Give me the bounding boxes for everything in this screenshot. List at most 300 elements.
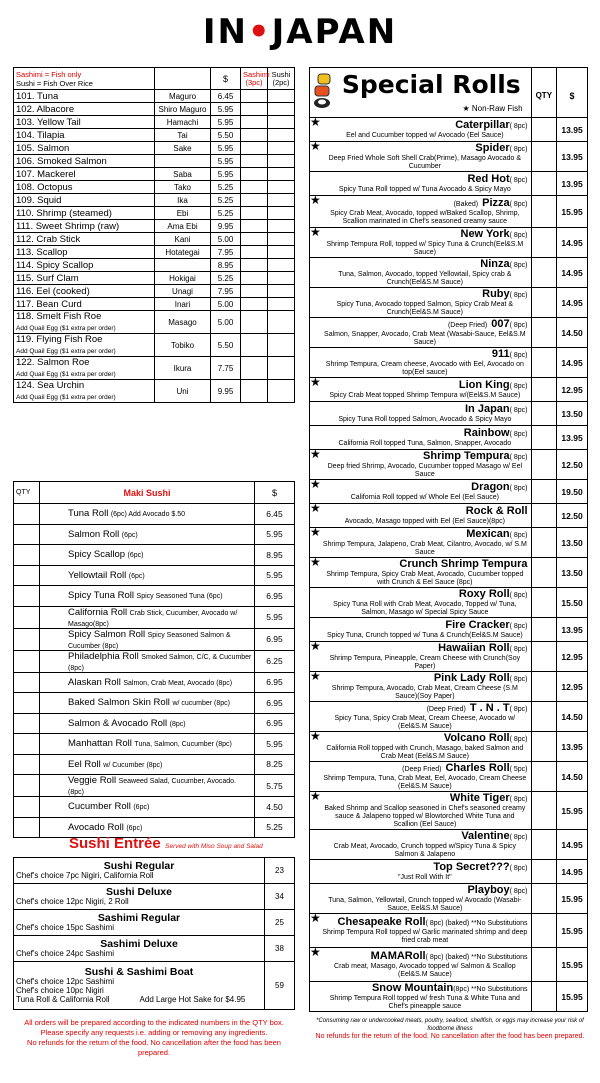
special-roll-tag: ( 8pc) xyxy=(509,201,528,208)
special-roll-item xyxy=(320,982,531,1012)
special-roll-tag: ( 8pc) xyxy=(509,322,528,329)
roll-qty-box[interactable] xyxy=(531,558,557,588)
sashimi-qty-box[interactable] xyxy=(241,90,268,103)
maki-row xyxy=(14,797,295,818)
entree-item-name: Sushi Regular xyxy=(103,859,175,872)
sushi-item-japanese xyxy=(155,259,211,272)
special-roll-title-line xyxy=(322,505,527,518)
entree-header xyxy=(13,832,350,856)
sushi-item-note: Add Quail Egg ($1 extra per order) xyxy=(16,348,116,355)
roll-qty-box[interactable] xyxy=(531,528,557,558)
special-roll-item xyxy=(320,172,531,196)
special-roll-desc: Eel and Cucumber topped w/ Avocado (Eel Sauce) xyxy=(346,132,504,139)
sashimi-qty-box[interactable] xyxy=(241,233,268,246)
maki-qty-box[interactable] xyxy=(14,797,40,818)
sushi-item-name xyxy=(14,298,155,311)
roll-qty-box[interactable] xyxy=(531,860,557,884)
sushi-qty-box[interactable] xyxy=(268,155,295,168)
sushi-item-name xyxy=(14,90,155,103)
entree-item xyxy=(14,962,265,1010)
roll-qty-box[interactable] xyxy=(531,830,557,860)
special-roll-tag: ( 8pc) xyxy=(509,177,528,184)
sushi-col-price: $ xyxy=(211,68,241,90)
special-rolls-table xyxy=(309,67,588,1012)
special-roll-price: 14.50 xyxy=(557,702,588,732)
sushi-qty-box[interactable] xyxy=(268,181,295,194)
maki-item-price: 8.95 xyxy=(255,545,295,566)
maki-row xyxy=(14,524,295,545)
special-roll-tag: ( 8pc) xyxy=(509,532,528,539)
special-roll-item xyxy=(320,860,531,884)
maki-item-desc: w/ Cucumber (8pc) xyxy=(103,761,163,769)
sushi-row xyxy=(14,90,295,103)
maki-item-desc: Tuna, Salmon, Cucumber (8pc) xyxy=(134,741,232,749)
star-icon: ★ xyxy=(310,914,321,948)
maki-qty-box[interactable] xyxy=(14,754,40,775)
sashimi-qty-box[interactable] xyxy=(241,220,268,233)
entree-item xyxy=(14,936,265,962)
special-roll-name: New York xyxy=(460,228,510,240)
maki-item-price: 6.95 xyxy=(255,693,295,714)
roll-qty-box[interactable] xyxy=(531,258,557,288)
special-roll-name: Mexican xyxy=(466,528,510,540)
star-icon: ★ xyxy=(310,480,321,504)
sushi-qty-box[interactable] xyxy=(268,285,295,298)
special-roll-price: 15.95 xyxy=(557,914,588,948)
maki-qty-box[interactable] xyxy=(14,504,40,525)
roll-qty-box[interactable] xyxy=(531,762,557,792)
sushi-item-label: 113. Scallop xyxy=(16,246,68,258)
maki-qty-box[interactable] xyxy=(14,524,40,545)
special-roll-title-line xyxy=(322,450,527,463)
special-roll-price: 13.95 xyxy=(557,142,588,172)
entree-item-price: 23 xyxy=(265,858,295,884)
maki-item xyxy=(40,628,255,650)
special-roll-row xyxy=(310,732,588,762)
special-roll-prefix: (Baked) xyxy=(453,201,479,208)
maki-row xyxy=(14,650,295,672)
entree-row xyxy=(14,936,295,962)
sashimi-qty-box[interactable] xyxy=(241,298,268,311)
special-roll-item xyxy=(320,762,531,792)
sashimi-sushi-table xyxy=(13,67,295,403)
entree-subtitle: Served with Miso Soup and Salad xyxy=(165,843,263,850)
special-roll-desc: Tuna, Salmon, Yellowtail, Crunch topped w/ Avocado (Wasabi-Sauce, Eel&S.M Sauce) xyxy=(328,897,522,912)
star-icon: ★ xyxy=(310,196,321,228)
no-star xyxy=(310,588,321,618)
maki-item-name: Spicy Tuna Roll xyxy=(68,590,135,602)
special-roll-desc: Shrimp Tempura, Avocado, Crab Meat, Cream Cheese (S.M Sauce)(Soy Paper) xyxy=(331,685,518,700)
roll-qty-box[interactable] xyxy=(531,480,557,504)
sushi-qty-box[interactable] xyxy=(268,116,295,129)
sushi-item-label: 111. Sweet Shrimp (raw) xyxy=(16,220,120,232)
rolls-qty-header: QTY xyxy=(531,68,557,118)
sushi-qty-box[interactable] xyxy=(268,311,295,334)
special-roll-name: Rock & Roll xyxy=(465,505,528,517)
sushi-item-name xyxy=(14,380,155,403)
special-roll-price: 14.95 xyxy=(557,860,588,884)
roll-qty-box[interactable] xyxy=(531,792,557,830)
roll-qty-box[interactable] xyxy=(531,142,557,172)
special-roll-title-line xyxy=(322,348,527,361)
maki-item-name: Avocado Roll xyxy=(68,821,124,833)
maki-item-desc: (8pc) xyxy=(169,720,186,728)
roll-qty-box[interactable] xyxy=(531,426,557,450)
special-roll-row xyxy=(310,762,588,792)
sushi-item-price: 5.00 xyxy=(211,233,241,246)
sushi-item-label: 109. Squid xyxy=(16,194,62,206)
maki-row xyxy=(14,565,295,586)
sushi-item-price: 5.95 xyxy=(211,155,241,168)
sashimi-qty-box[interactable] xyxy=(241,116,268,129)
special-roll-desc: Shrimp Tempura, Spicy Crab Meat, Avocado, Cucumber topped with Crunch & Eel Sauce (8pc) xyxy=(326,571,524,586)
sushi-row xyxy=(14,233,295,246)
sushi-item-price: 5.25 xyxy=(211,181,241,194)
sushi-item-price: 5.25 xyxy=(211,272,241,285)
special-roll-row xyxy=(310,142,588,172)
special-roll-row xyxy=(310,672,588,702)
roll-qty-box[interactable] xyxy=(531,982,557,1012)
maki-item xyxy=(40,754,255,775)
roll-qty-box[interactable] xyxy=(531,948,557,982)
no-star xyxy=(310,830,321,860)
maki-qty-box[interactable] xyxy=(14,672,40,693)
sashimi-qty-box[interactable] xyxy=(241,259,268,272)
special-roll-row xyxy=(310,318,588,348)
maki-item xyxy=(40,586,255,607)
special-roll-name: MAMARoll xyxy=(370,950,426,962)
roll-qty-box[interactable] xyxy=(531,732,557,762)
special-roll-row xyxy=(310,860,588,884)
maki-row xyxy=(14,775,295,797)
sushi-item-japanese: Ikura xyxy=(155,357,211,380)
special-roll-row xyxy=(310,402,588,426)
sushi-qty-box[interactable] xyxy=(268,129,295,142)
special-roll-desc: Crab meat, Masago, Avocado topped w/ Salmon & Scallop (Eel&S.M Sauce) xyxy=(334,963,516,978)
roll-qty-box[interactable] xyxy=(531,702,557,732)
roll-qty-box[interactable] xyxy=(531,642,557,672)
order-note-qty: All orders will be prepared according to the indicated numbers in the QTY box. xyxy=(24,1018,284,1027)
sushi-item-label: 119. Flying Fish Roe xyxy=(16,334,103,345)
roll-qty-box[interactable] xyxy=(531,196,557,228)
sushi-item-name xyxy=(14,334,155,357)
sushi-row xyxy=(14,142,295,155)
special-roll-item xyxy=(320,318,531,348)
maki-qty-box[interactable] xyxy=(14,586,40,607)
sushi-item-japanese: Tobiko xyxy=(155,334,211,357)
sushi-item-note: Add Quail Egg ($1 extra per order) xyxy=(16,325,116,332)
maki-item-desc: w/ cucumber (8pc) xyxy=(172,700,231,708)
special-roll-title-line xyxy=(322,982,527,995)
maki-qty-box[interactable] xyxy=(14,650,40,672)
maki-qty-box[interactable] xyxy=(14,713,40,734)
maki-qty-box[interactable] xyxy=(14,545,40,566)
sushi-item-note: Add Quail Egg ($1 extra per order) xyxy=(16,371,116,378)
sushi-item-label: 106. Smoked Salmon xyxy=(16,155,107,167)
special-roll-name: Lion King xyxy=(458,379,510,391)
special-rolls-subtitle: Non-Raw Fish xyxy=(471,104,523,113)
sushi-row xyxy=(14,129,295,142)
sashimi-pc: (3pc) xyxy=(245,77,263,87)
roll-qty-box[interactable] xyxy=(531,450,557,480)
special-roll-title-line xyxy=(322,642,527,655)
special-roll-name: Hawaiian Roll xyxy=(438,642,510,654)
maki-item-desc: (6pc) xyxy=(126,824,143,832)
logo-text-in: IN xyxy=(202,12,248,52)
special-roll-name: Pink Lady Roll xyxy=(433,672,510,684)
sushi-row xyxy=(14,334,295,357)
sushi-qty-box[interactable] xyxy=(268,357,295,380)
maki-qty-box[interactable] xyxy=(14,775,40,797)
sushi-item-japanese: Maguro xyxy=(155,90,211,103)
sashimi-qty-box[interactable] xyxy=(241,181,268,194)
maki-item-name: Manhattan Roll xyxy=(68,738,132,750)
sushi-item-price: 5.25 xyxy=(211,207,241,220)
maki-qty-box[interactable] xyxy=(14,606,40,628)
roll-qty-box[interactable] xyxy=(531,504,557,528)
entree-item xyxy=(14,910,265,936)
special-roll-item xyxy=(320,642,531,672)
sushi-qty-box[interactable] xyxy=(268,272,295,285)
special-roll-row xyxy=(310,196,588,228)
sushi-row xyxy=(14,220,295,233)
sushi-label: Sushi xyxy=(271,69,291,79)
entree-table xyxy=(13,857,295,1010)
star-icon: ★ xyxy=(310,528,321,558)
special-roll-desc: Spicy Tuna Roll with Crab Meat, Avocado, Topped w/ Tuna, Salmon, Masago w/ Special Spicy Sauce xyxy=(333,601,517,616)
maki-item-desc: (6pc) xyxy=(127,552,144,560)
sashimi-qty-box[interactable] xyxy=(241,142,268,155)
sushi-item-japanese: Masago xyxy=(155,311,211,334)
special-roll-row xyxy=(310,172,588,196)
sushi-qty-box[interactable] xyxy=(268,194,295,207)
sushi-item-name xyxy=(14,233,155,246)
special-roll-name: Volcano Roll xyxy=(443,732,510,744)
special-roll-desc: Avocado, Masago topped with Eel (Eel Sauce)(8pc) xyxy=(344,518,505,525)
maki-qty-box[interactable] xyxy=(14,628,40,650)
sushi-item-name xyxy=(14,272,155,285)
sushi-item-label: 107. Mackerel xyxy=(16,168,76,180)
maki-item xyxy=(40,797,255,818)
special-roll-item xyxy=(320,258,531,288)
special-roll-item xyxy=(320,504,531,528)
special-roll-row xyxy=(310,618,588,642)
special-roll-price: 14.95 xyxy=(557,830,588,860)
maki-item-desc: Spicy Seasoned Tuna (6pc) xyxy=(136,593,223,601)
sashimi-qty-box[interactable] xyxy=(241,168,268,181)
sushi-qty-box[interactable] xyxy=(268,380,295,403)
special-roll-title-line xyxy=(322,861,527,874)
sushi-item-price: 5.00 xyxy=(211,298,241,311)
special-roll-desc: Tuna, Salmon, Avocado, topped Yellowtail, Spicy crab & Crunch(Eel&S.M Sauce) xyxy=(338,271,512,286)
special-roll-desc: Spicy Crab Meat, Avocado, topped w/Baked Scallop, Shrimp, Scallion marinated in Chef's seasoned creamy sauce xyxy=(330,210,520,225)
maki-row xyxy=(14,754,295,775)
special-roll-item xyxy=(320,402,531,426)
sushi-qty-box[interactable] xyxy=(268,246,295,259)
sushi-qty-box[interactable] xyxy=(268,259,295,272)
sushi-item-price: 6.45 xyxy=(211,90,241,103)
special-roll-desc: Shrimp Tempura, Pineapple, Cream Cheese with Crunch(Soy Paper) xyxy=(329,655,521,670)
special-roll-desc: Spicy Tuna, Spicy Crab Meat, Cream Cheese, Avocado w/ (Eel&S.M Sauce) xyxy=(334,715,516,730)
sushi-qty-box[interactable] xyxy=(268,142,295,155)
special-roll-title-line xyxy=(322,950,527,963)
maki-item-name: Tuna Roll xyxy=(68,508,109,520)
special-roll-item xyxy=(320,196,531,228)
sashimi-qty-box[interactable] xyxy=(241,357,268,380)
sashimi-qty-box[interactable] xyxy=(241,194,268,207)
maki-item-price: 6.95 xyxy=(255,672,295,693)
maki-item xyxy=(40,734,255,755)
star-icon: ★ xyxy=(310,672,321,702)
maki-item-price: 6.45 xyxy=(255,504,295,525)
roll-qty-box[interactable] xyxy=(531,378,557,402)
sushi-item-label: 115. Surf Clam xyxy=(16,272,79,284)
sushi-item-japanese: Kani xyxy=(155,233,211,246)
maki-qty-box[interactable] xyxy=(14,693,40,714)
sashimi-qty-box[interactable] xyxy=(241,207,268,220)
special-roll-name: T . N . T xyxy=(469,702,510,714)
no-star xyxy=(310,618,321,642)
special-roll-title-line xyxy=(322,258,527,271)
sushi-item-name xyxy=(14,155,155,168)
special-roll-desc: California Roll topped with Crunch, Masago, baked Salmon and Crab Meat (Eel&S.M Sauce) xyxy=(326,745,524,760)
special-roll-price: 15.95 xyxy=(557,196,588,228)
special-roll-item xyxy=(320,378,531,402)
special-roll-price: 12.95 xyxy=(557,378,588,402)
special-roll-tag: ( 8pc) xyxy=(509,865,528,872)
sashimi-qty-box[interactable] xyxy=(241,272,268,285)
star-icon: ★ xyxy=(310,792,321,830)
maki-row xyxy=(14,586,295,607)
sushi-qty-box[interactable] xyxy=(268,207,295,220)
no-star xyxy=(310,288,321,318)
sashimi-qty-box[interactable] xyxy=(241,129,268,142)
sushi-qty-box[interactable] xyxy=(268,220,295,233)
sushi-item-name xyxy=(14,207,155,220)
sashimi-qty-box[interactable] xyxy=(241,380,268,403)
roll-qty-box[interactable] xyxy=(531,884,557,914)
special-roll-price: 13.50 xyxy=(557,528,588,558)
special-roll-tag: ( 8pc) xyxy=(509,454,528,461)
special-roll-item xyxy=(320,830,531,860)
roll-qty-box[interactable] xyxy=(531,348,557,378)
special-roll-tag: ( 8pc) xyxy=(509,431,528,438)
special-roll-name: Crunch Shrimp Tempura xyxy=(399,558,528,570)
maki-item-desc: (6pc) xyxy=(133,804,150,812)
special-roll-tag: ( 8pc) xyxy=(509,292,528,299)
roll-qty-box[interactable] xyxy=(531,228,557,258)
special-roll-title-line xyxy=(322,528,527,541)
maki-qty-box[interactable] xyxy=(14,565,40,586)
special-roll-name: 911 xyxy=(491,348,510,360)
maki-item xyxy=(40,693,255,714)
maki-item-name: Cucumber Roll xyxy=(68,801,131,813)
sushi-qty-box[interactable] xyxy=(268,103,295,116)
maki-qty-box[interactable] xyxy=(14,734,40,755)
roll-qty-box[interactable] xyxy=(531,618,557,642)
sushi-qty-box[interactable] xyxy=(268,298,295,311)
maki-row xyxy=(14,628,295,650)
special-roll-tag: ( 8pc) xyxy=(509,592,528,599)
maki-item-name: Alaskan Roll xyxy=(68,676,121,688)
special-roll-title-line xyxy=(322,830,527,843)
maki-sushi-table xyxy=(13,481,295,838)
entree-item-price: 25 xyxy=(265,910,295,936)
maki-row xyxy=(14,606,295,628)
special-roll-row xyxy=(310,348,588,378)
sashimi-qty-box[interactable] xyxy=(241,103,268,116)
roll-qty-box[interactable] xyxy=(531,288,557,318)
special-roll-desc: Crab Meat, Avocado, Crunch topped w/Spicy Tuna & Spicy Salmon & Jalapeno xyxy=(333,843,517,858)
refund-note: No refunds for the return of the food. No cancellation after the food has been prepared. xyxy=(315,1033,585,1040)
sushi-row xyxy=(14,380,295,403)
roll-qty-box[interactable] xyxy=(531,318,557,348)
maki-item-name: Spicy Scallop xyxy=(68,549,126,561)
entree-row xyxy=(14,910,295,936)
sushi-item-price: 5.95 xyxy=(211,142,241,155)
sushi-col-sashimi xyxy=(241,68,268,90)
roll-qty-box[interactable] xyxy=(531,588,557,618)
no-star xyxy=(310,258,321,288)
roll-qty-box[interactable] xyxy=(531,672,557,702)
sushi-qty-box[interactable] xyxy=(268,168,295,181)
sashimi-qty-box[interactable] xyxy=(241,311,268,334)
special-roll-desc: California Roll topped Tuna, Salmon, Snapper, Avocado xyxy=(338,440,512,447)
special-roll-price: 12.95 xyxy=(557,642,588,672)
sushi-qty-box[interactable] xyxy=(268,90,295,103)
special-roll-row xyxy=(310,228,588,258)
sushi-qty-box[interactable] xyxy=(268,233,295,246)
special-roll-row xyxy=(310,528,588,558)
sushi-row xyxy=(14,207,295,220)
maki-item xyxy=(40,713,255,734)
roll-qty-box[interactable] xyxy=(531,172,557,196)
special-roll-tag: ( 8pc) xyxy=(509,623,528,630)
sushi-item-label: 105. Salmon xyxy=(16,142,70,154)
sushi-item-price: 5.50 xyxy=(211,334,241,357)
special-roll-prefix: (Deep Fried) xyxy=(447,322,488,329)
special-roll-title-line xyxy=(322,119,527,132)
roll-qty-box[interactable] xyxy=(531,402,557,426)
special-roll-price: 15.95 xyxy=(557,982,588,1012)
special-roll-name: Fire Cracker xyxy=(445,619,510,631)
sashimi-qty-box[interactable] xyxy=(241,246,268,259)
special-roll-tag: ( 8pc) xyxy=(509,646,528,653)
rolls-price-header: $ xyxy=(557,68,588,118)
special-roll-desc: Shrimp Tempura, Cream cheese, Avocado with Eel, Avocado on top(Eel sauce) xyxy=(325,361,524,376)
maki-item-price: 6.95 xyxy=(255,586,295,607)
sushi-item-japanese: Hotategai xyxy=(155,246,211,259)
special-roll-row xyxy=(310,830,588,860)
sushi-row xyxy=(14,357,295,380)
special-roll-price: 13.95 xyxy=(557,118,588,142)
special-roll-tag: ( 8pc) (baked) **No Substitutions xyxy=(425,954,528,961)
special-roll-name: Charles Roll xyxy=(445,762,510,774)
special-roll-tag: ( 8pc) xyxy=(509,736,528,743)
roll-qty-box[interactable] xyxy=(531,914,557,948)
logo-text-japan: JAPAN xyxy=(271,12,398,52)
sushi-item-label: 108. Octopus xyxy=(16,181,73,193)
sushi-qty-box[interactable] xyxy=(268,334,295,357)
sashimi-qty-box[interactable] xyxy=(241,285,268,298)
sashimi-qty-box[interactable] xyxy=(241,334,268,357)
sushi-item-price: 8.95 xyxy=(211,259,241,272)
sashimi-qty-box[interactable] xyxy=(241,155,268,168)
roll-qty-box[interactable] xyxy=(531,118,557,142)
sushi-row xyxy=(14,298,295,311)
entree-item-desc: Chef's choice 24pc Sashimi xyxy=(16,948,115,958)
special-roll-name: Caterpillar xyxy=(455,119,510,131)
